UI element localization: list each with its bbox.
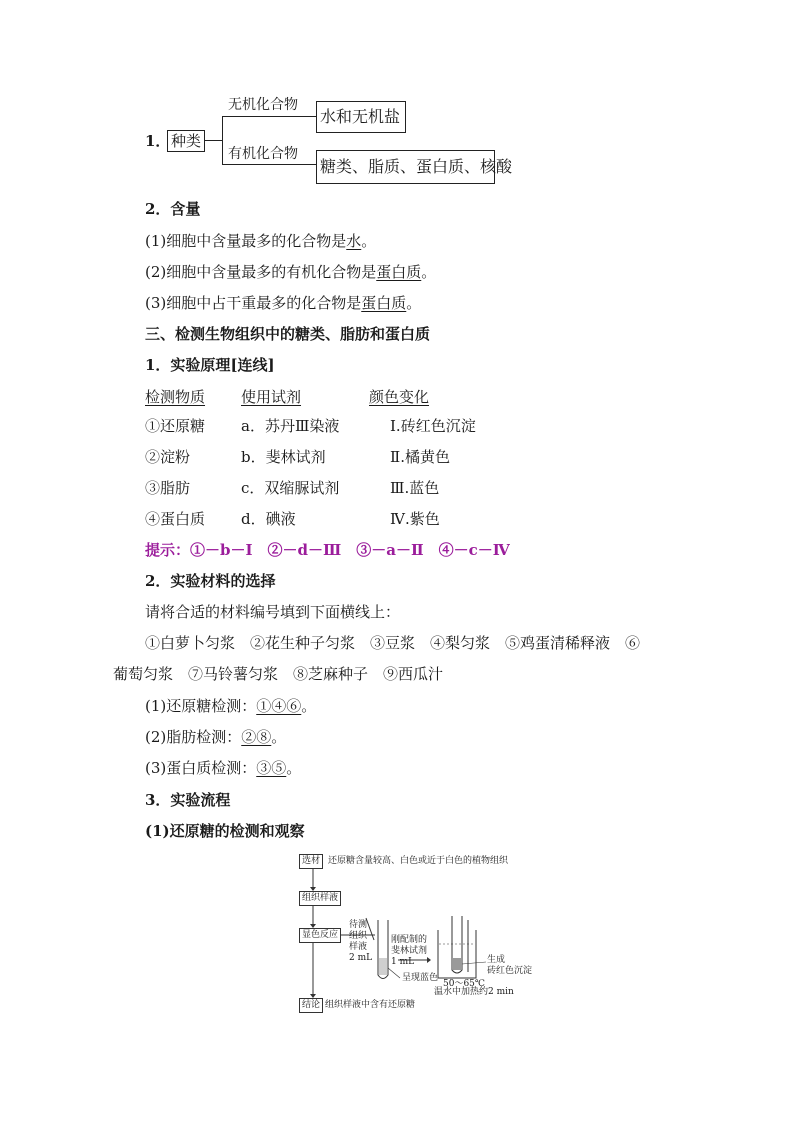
flow-step-desc: 组织样液中含有还原糖 — [325, 1000, 416, 1010]
tree-organic-label: 有机化合物 — [228, 146, 298, 162]
answer-text: ②⑧ — [241, 728, 272, 746]
temperature-label: 50～65℃ — [443, 979, 485, 989]
subsection-title: 1．实验原理[连线] — [145, 356, 275, 374]
line-text: (1)还原糖检测： — [145, 697, 257, 715]
match-reagent: d．碘液 — [241, 510, 296, 528]
answer-text: 蛋白质 — [361, 294, 407, 312]
heating-label: 温水中加热约2 min — [434, 987, 514, 997]
match-substance: ①还原糖 — [145, 417, 206, 435]
answer-text: 蛋白质 — [376, 263, 422, 281]
tree-connector — [222, 116, 223, 164]
materials-list: 葡萄匀浆 ⑦马铃薯匀浆 ⑧芝麻种子 ⑨西瓜汁 — [113, 665, 444, 683]
sample-label — [349, 920, 372, 964]
section-heading: 三、检测生物组织中的糖类、脂肪和蛋白质 — [145, 325, 431, 343]
flow-step-sample: 组织样液 — [299, 891, 341, 906]
column-header: 检测物质 — [145, 388, 206, 406]
tree-number: 1． — [145, 132, 171, 150]
column-header: 颜色变化 — [369, 388, 430, 406]
content-line — [145, 262, 436, 282]
line-suffix: 。 — [271, 728, 287, 746]
subsection-subtitle: (1)还原糖的检测和观察 — [145, 822, 305, 840]
content-line — [145, 231, 376, 251]
answer-text: ①④⑥ — [256, 697, 302, 715]
instruction-text: 请将合适的材料编号填到下面横线上： — [145, 603, 401, 621]
line-text: (3)蛋白质检测： — [145, 759, 257, 777]
flow-step-select: 选材 — [299, 854, 323, 869]
line-suffix: 。 — [361, 232, 377, 250]
match-reagent: b．斐林试剂 — [241, 448, 326, 466]
tree-connector — [222, 116, 316, 117]
label-line: 待测 — [349, 920, 368, 930]
hint-text: ①－b－Ⅰ ②－d－Ⅲ ③－a－Ⅱ ④－c－Ⅳ — [190, 541, 510, 559]
hint-label: 提示： — [145, 541, 191, 559]
subsection-title: 3．实验流程 — [145, 791, 231, 809]
match-color: Ⅳ.紫色 — [390, 510, 440, 528]
tree-connector — [204, 140, 222, 141]
match-reagent: a．苏丹Ⅲ染液 — [241, 417, 340, 435]
result-label — [487, 955, 532, 977]
answer-line — [145, 727, 286, 747]
label-line: 1 mL — [391, 957, 415, 967]
match-color: Ⅰ.砖红色沉淀 — [390, 417, 476, 435]
match-substance: ③脂肪 — [145, 479, 191, 497]
reagent-label — [391, 935, 427, 968]
label-line: 刚配制的 — [391, 935, 428, 945]
label-line: 砖红色沉淀 — [487, 966, 533, 976]
line-text: (3)细胞中占干重最多的化合物是 — [145, 294, 362, 312]
match-substance: ②淀粉 — [145, 448, 191, 466]
flow-step-conclusion: 结论 — [299, 998, 323, 1013]
label-line: 2 mL — [349, 953, 373, 963]
tree-root-label: 种类 — [171, 132, 202, 150]
line-suffix: 。 — [301, 697, 317, 715]
line-suffix: 。 — [421, 263, 437, 281]
hint-line — [145, 540, 510, 560]
line-suffix: 。 — [406, 294, 422, 312]
match-color: Ⅲ.蓝色 — [390, 479, 440, 497]
match-color: Ⅱ.橘黄色 — [390, 448, 450, 466]
answer-text: 水 — [346, 232, 362, 250]
tree-inorganic-label: 无机化合物 — [228, 97, 298, 113]
column-header: 使用试剂 — [241, 388, 302, 406]
tree-organic-item: 糖类、脂质、蛋白质、核酸 — [320, 157, 513, 176]
flow-step-reaction: 显色反应 — [299, 928, 341, 943]
tree-connector — [222, 164, 316, 165]
content-line — [145, 293, 421, 313]
label-line: 组织 — [349, 931, 368, 941]
line-text: (2)细胞中含量最多的有机化合物是 — [145, 263, 377, 281]
tree-inorganic-box — [316, 101, 406, 133]
answer-line — [145, 696, 316, 716]
match-reagent: c．双缩脲试剂 — [241, 479, 340, 497]
label-line: 样液 — [349, 942, 368, 952]
line-text: (2)脂肪检测： — [145, 728, 242, 746]
section-title: 2．含量 — [145, 200, 201, 218]
blue-label: 呈现蓝色 — [402, 973, 439, 983]
label-line: 生成 — [487, 955, 506, 965]
line-suffix: 。 — [286, 759, 302, 777]
subsection-title: 2．实验材料的选择 — [145, 572, 276, 590]
answer-line — [145, 758, 301, 778]
answer-text: ③⑤ — [256, 759, 287, 777]
flow-step-desc: 还原糖含量较高、白色或近于白色的植物组织 — [328, 856, 509, 866]
tree-inorganic-item: 水和无机盐 — [320, 107, 401, 126]
materials-list: ①白萝卜匀浆 ②花生种子匀浆 ③豆浆 ④梨匀浆 ⑤鸡蛋清稀释液 ⑥ — [145, 634, 641, 652]
match-substance: ④蛋白质 — [145, 510, 206, 528]
label-line: 斐林试剂 — [391, 946, 428, 956]
line-text: (1)细胞中含量最多的化合物是 — [145, 232, 347, 250]
tree-organic-box — [316, 150, 513, 184]
tree-root-box — [167, 130, 205, 152]
